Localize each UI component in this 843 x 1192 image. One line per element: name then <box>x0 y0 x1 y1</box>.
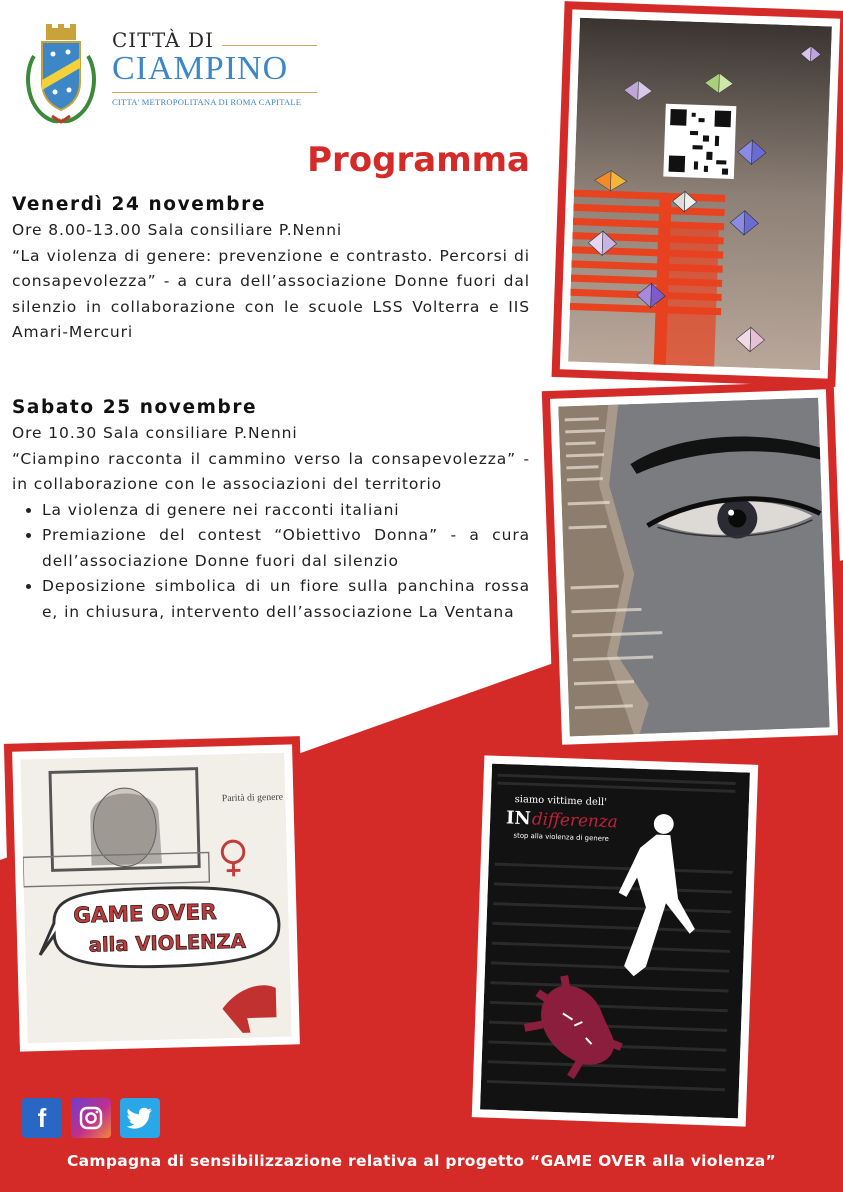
drawing-text-line1: GAME OVER <box>73 899 218 929</box>
city-subtitle: CITTA' METROPOLITANA DI ROMA CAPITALE <box>112 97 302 107</box>
saturday-heading: Sabato 25 novembre <box>12 397 258 418</box>
butterflies-qr-artwork <box>552 1 843 387</box>
poster-line1: siamo vittime dell' <box>514 793 608 809</box>
divider <box>112 92 317 93</box>
saturday-time-place: Ore 10.30 Sala consiliare P.Nenni <box>12 424 298 442</box>
social-icons <box>22 1098 160 1138</box>
game-over-drawing <box>4 736 308 1060</box>
list-item: • Premiazione del contest “Obiettivo Donna” - a cura dell’associazione Donne fuori dal silenzio <box>42 523 530 574</box>
eye-artwork <box>542 381 843 753</box>
list-item: • Deposizione simbolica di un fiore sulla panchina rossa e, in chiusura, intervento dell’associazione La Ventana <box>42 574 530 625</box>
city-logo <box>22 22 322 132</box>
saturday-event-list <box>12 498 530 626</box>
twitter-icon[interactable] <box>120 1098 160 1138</box>
list-item: • La violenza di genere nei racconti italiani <box>42 498 530 524</box>
indifferenza-poster <box>463 747 766 1135</box>
saturday-description: “Ciampino racconta il cammino verso la consapevolezza” - in collaborazione con le associazioni del territorio <box>12 449 530 493</box>
poster-line3: stop alla violenza di genere <box>513 831 610 843</box>
footer-caption: Campagna di sensibilizzazione relativa al progetto “GAME OVER alla violenza” <box>66 1152 777 1170</box>
drawing-note: Parità di genere <box>221 791 284 805</box>
drawing-text-line2: alla VIOLENZA <box>88 929 247 957</box>
city-crest-icon <box>22 22 100 126</box>
friday-section <box>12 192 530 346</box>
saturday-section <box>12 395 530 625</box>
friday-description: “La violenza di genere: prevenzione e contrasto. Percorsi di consapevolezza” - a cura dell’associazione Donne fuori dal silenzio in collaborazione con le scuole LSS Volterra e IIS Amari-Mercuri <box>12 246 530 341</box>
city-name-line2: CIAMPINO <box>112 50 289 87</box>
friday-time-place: Ore 8.00-13.00 Sala consiliare P.Nenni <box>12 221 343 239</box>
poster-line2-in: IN <box>505 807 532 830</box>
poster-line2-rest: differenza <box>531 808 619 832</box>
divider <box>222 45 317 46</box>
page-title: Programma <box>307 140 530 180</box>
city-name-line1: CITTÀ DI <box>112 28 214 52</box>
instagram-icon[interactable] <box>71 1098 111 1138</box>
facebook-icon[interactable]: f <box>22 1098 62 1138</box>
friday-heading: Venerdì 24 novembre <box>12 194 266 215</box>
